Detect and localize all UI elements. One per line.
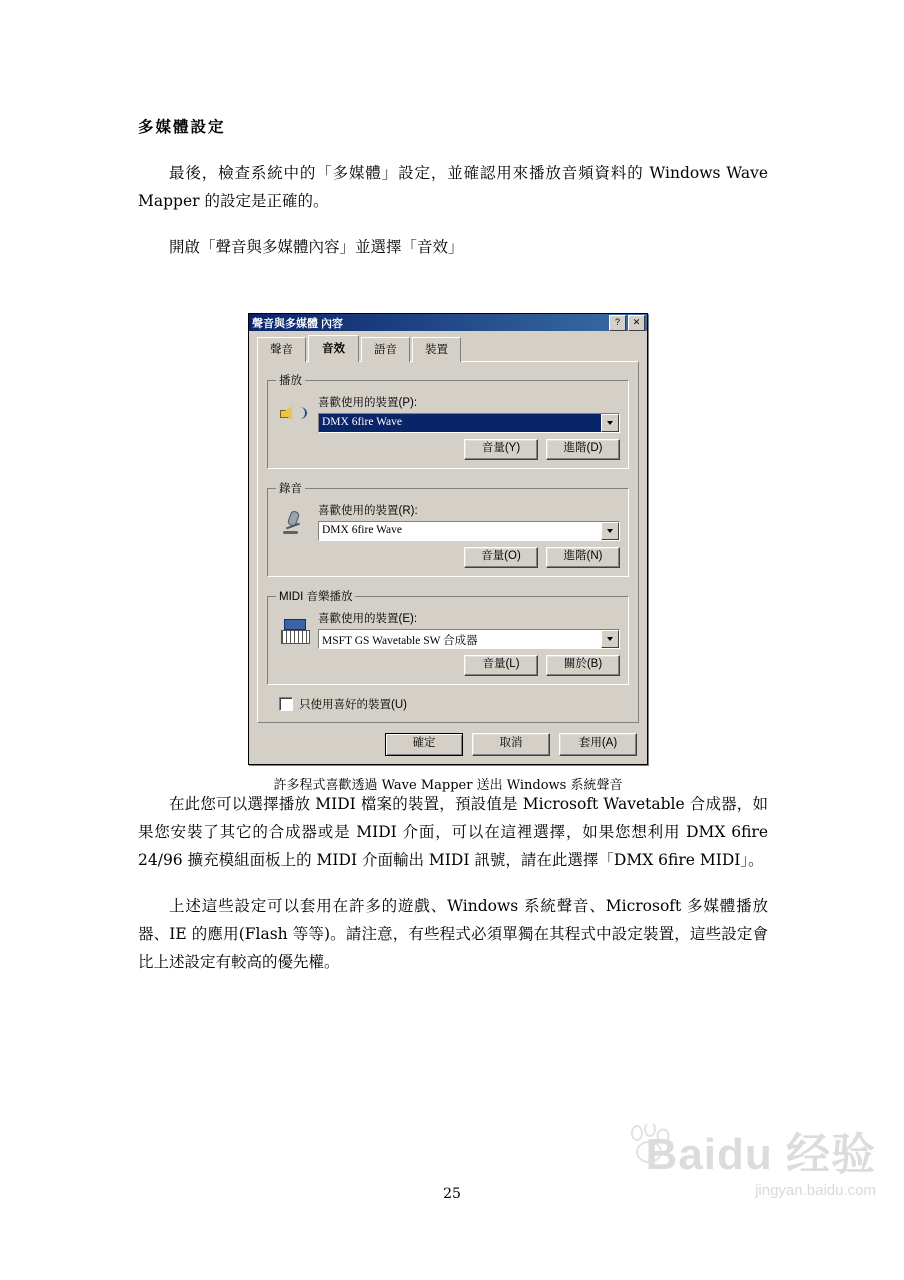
dialog-tabstrip: [257, 337, 647, 362]
figure-sound-multimedia-properties: [248, 313, 648, 793]
help-icon[interactable]: ?: [609, 315, 626, 331]
paragraph-apply: 上述這些設定可以套用在許多的遊戲、Windows 系統聲音、Microsoft 多媒體播放器、IE 的應用(Flash 等等)。請注意，有些程式必須單獨在其程式中設定裝置，這些設定會比上述設定有較高的優先權。: [138, 897, 768, 971]
group-midi-playback: [267, 588, 629, 685]
paragraph-intro-1: 最後，檢查系統中的「多媒體」設定，並確認用來播放音頻資料的 Windows Wave Mapper 的設定是正確的。: [138, 163, 768, 210]
playback-device-label: 喜歡使用的裝置(P):: [318, 397, 418, 409]
use-only-preferred-devices-row[interactable]: [279, 696, 629, 712]
dialog-titlebar: [249, 314, 647, 331]
group-playback: [267, 372, 629, 469]
paragraph-intro-2: 開啟「聲音與多媒體內容」並選擇「音效」: [169, 237, 464, 256]
midi-device-label: 喜歡使用的裝置(E):: [318, 613, 418, 625]
document-body: [138, 118, 768, 279]
paragraph-midi: 在此您可以選擇播放 MIDI 檔案的裝置，預設值是 Microsoft Wavetable 合成器，如果您安裝了其它的合成器或是 MIDI 介面，可以在這裡選擇，如果您想利用 DMX 6fire 24/96 擴充模組面板上的 MIDI 介面輸出 MIDI 訊號，請在此選擇「DMX 6fire MIDI」。: [138, 795, 768, 869]
dialog-title: 聲音與多媒體 內容: [252, 317, 344, 330]
watermark-sub: jingyan.baidu.com: [755, 1182, 876, 1199]
tab-audio[interactable]: 音效: [308, 335, 359, 362]
chevron-down-icon[interactable]: [601, 522, 619, 540]
recording-device-combo[interactable]: [318, 521, 620, 541]
group-recording-legend: 錄音: [279, 483, 302, 495]
playback-device-value: DMX 6fire Wave: [319, 414, 601, 432]
chevron-down-icon[interactable]: [601, 414, 619, 432]
midi-volume-button[interactable]: 音量(L): [464, 655, 538, 676]
dialog-window: [248, 313, 648, 765]
tab-hardware[interactable]: 裝置: [412, 337, 461, 362]
chevron-down-icon[interactable]: [601, 630, 619, 648]
microphone-icon: [278, 508, 312, 542]
apply-button[interactable]: 套用(A): [559, 733, 637, 756]
tab-panel-audio: [257, 361, 639, 723]
watermark: [646, 1132, 876, 1199]
group-playback-legend: 播放: [279, 375, 302, 387]
playback-device-combo[interactable]: [318, 413, 620, 433]
midi-keyboard-icon: [278, 616, 312, 650]
recording-device-value: DMX 6fire Wave: [322, 524, 402, 536]
figure-caption: 許多程式喜歡透過 Wave Mapper 送出 Windows 系統聲音: [273, 778, 623, 793]
use-only-preferred-devices-checkbox[interactable]: [279, 697, 293, 711]
recording-volume-button[interactable]: 音量(O): [464, 547, 538, 568]
tab-voice[interactable]: 語音: [361, 337, 410, 362]
tab-sounds[interactable]: 聲音: [257, 337, 306, 362]
recording-device-label: 喜歡使用的裝置(R):: [318, 505, 418, 517]
speaker-icon: [278, 400, 312, 434]
close-icon[interactable]: ✕: [628, 315, 645, 331]
document-body-lower: [138, 790, 768, 994]
playback-advanced-button[interactable]: 進階(D): [546, 439, 620, 460]
ok-button[interactable]: 確定: [385, 733, 463, 756]
playback-volume-button[interactable]: 音量(Y): [464, 439, 538, 460]
group-midi-legend: MIDI 音樂播放: [279, 591, 353, 603]
midi-device-combo[interactable]: [318, 629, 620, 649]
group-recording: [267, 480, 629, 577]
page-number: 25: [443, 1186, 461, 1202]
midi-about-button[interactable]: 關於(B): [546, 655, 620, 676]
dialog-footer-buttons: [249, 733, 637, 756]
watermark-main: Baidu 经验: [645, 1130, 876, 1179]
cancel-button[interactable]: 取消: [472, 733, 550, 756]
recording-advanced-button[interactable]: 進階(N): [546, 547, 620, 568]
midi-device-value: MSFT GS Wavetable SW 合成器: [322, 635, 478, 647]
use-only-preferred-devices-label: 只使用喜好的裝置(U): [299, 699, 407, 711]
page-title: 多媒體設定: [138, 117, 226, 136]
